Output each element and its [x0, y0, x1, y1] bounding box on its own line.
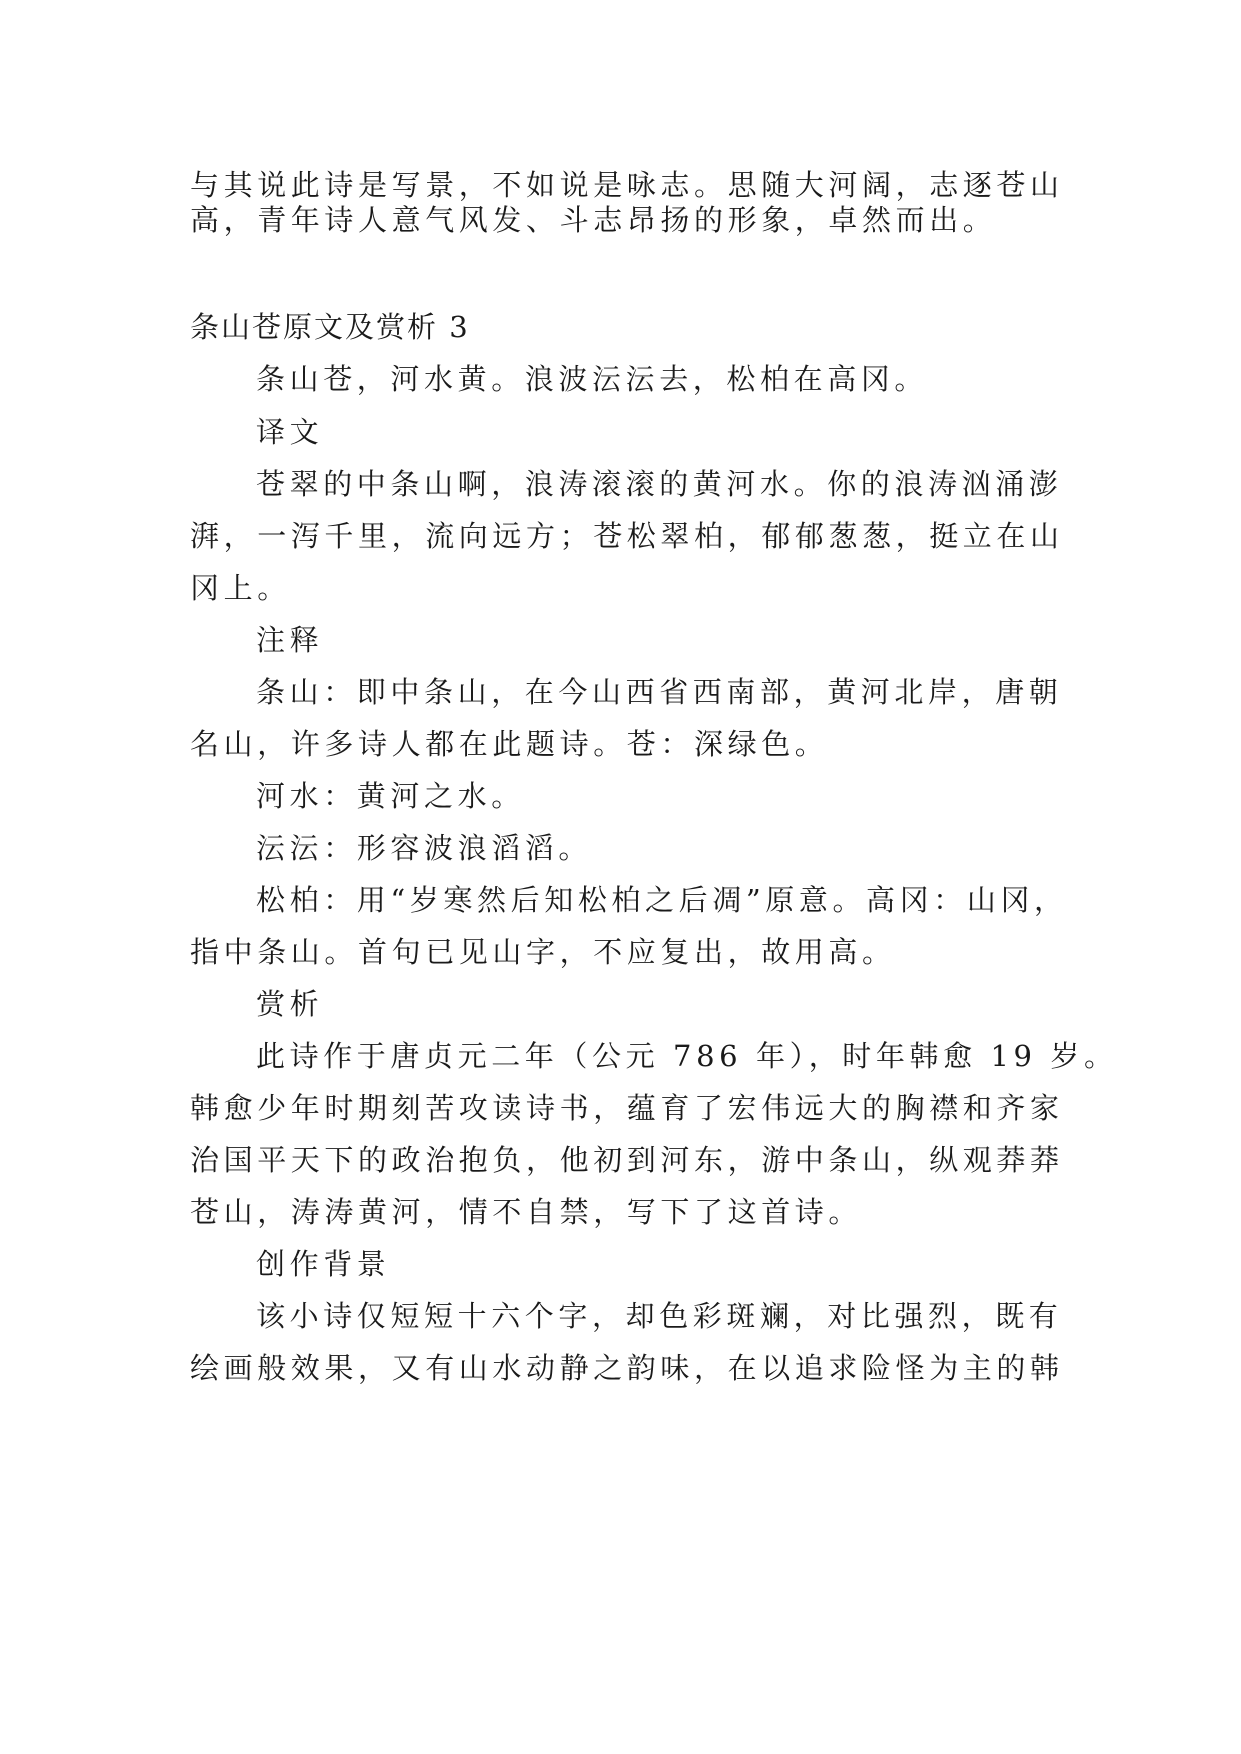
- translation-line-3: 冈上。: [190, 571, 291, 605]
- notes-heading: 注释: [256, 623, 324, 657]
- appreciation-line-4: 苍山，涛涛黄河，情不自禁，写下了这首诗。: [190, 1195, 863, 1229]
- translation-line-2: 湃，一泻千里，流向远方；苍松翠柏，郁郁葱葱，挺立在山: [190, 519, 1064, 553]
- note-3: 沄沄：形容波浪滔滔。: [256, 831, 593, 865]
- note-4-line-2: 指中条山。首句已见山字，不应复出，故用高。: [190, 935, 896, 969]
- intro-line-1: 与其说此诗是写景，不如说是咏志。思随大河阔，志逐苍山: [190, 168, 1064, 202]
- appreciation-heading: 赏析: [256, 987, 324, 1021]
- appreciation-line-1: 此诗作于唐贞元二年（公元 786 年），时年韩愈 19 岁。: [256, 1039, 1118, 1073]
- appreciation-line-3: 治国平天下的政治抱负，他初到河东，游中条山，纵观莽莽: [190, 1143, 1064, 1177]
- note-2: 河水：黄河之水。: [256, 779, 525, 813]
- translation-heading: 译文: [256, 415, 324, 449]
- appreciation-line-2: 韩愈少年时期刻苦攻读诗书，蕴育了宏伟远大的胸襟和齐家: [190, 1091, 1064, 1125]
- background-heading: 创作背景: [256, 1247, 391, 1281]
- background-line-2: 绘画般效果，又有山水动静之韵味，在以追求险怪为主的韩: [190, 1351, 1064, 1385]
- note-4-line-1: 松柏：用“岁寒然后知松柏之后凋”原意。高冈：山冈，: [256, 883, 1068, 917]
- translation-line-1: 苍翠的中条山啊，浪涛滚滚的黄河水。你的浪涛汹涌澎: [256, 467, 1063, 501]
- note-1-line-2: 名山，许多诗人都在此题诗。苍：深绿色。: [190, 727, 829, 761]
- section-title: 条山苍原文及赏析 3: [190, 310, 470, 344]
- poem-text: 条山苍，河水黄。浪波沄沄去，松柏在高冈。: [256, 362, 929, 396]
- background-line-1: 该小诗仅短短十六个字，却色彩斑斓，对比强烈，既有: [256, 1299, 1063, 1333]
- note-1-line-1: 条山：即中条山，在今山西省西南部，黄河北岸，唐朝: [256, 675, 1063, 709]
- intro-line-2: 高，青年诗人意气风发、斗志昂扬的形象，卓然而出。: [190, 203, 997, 237]
